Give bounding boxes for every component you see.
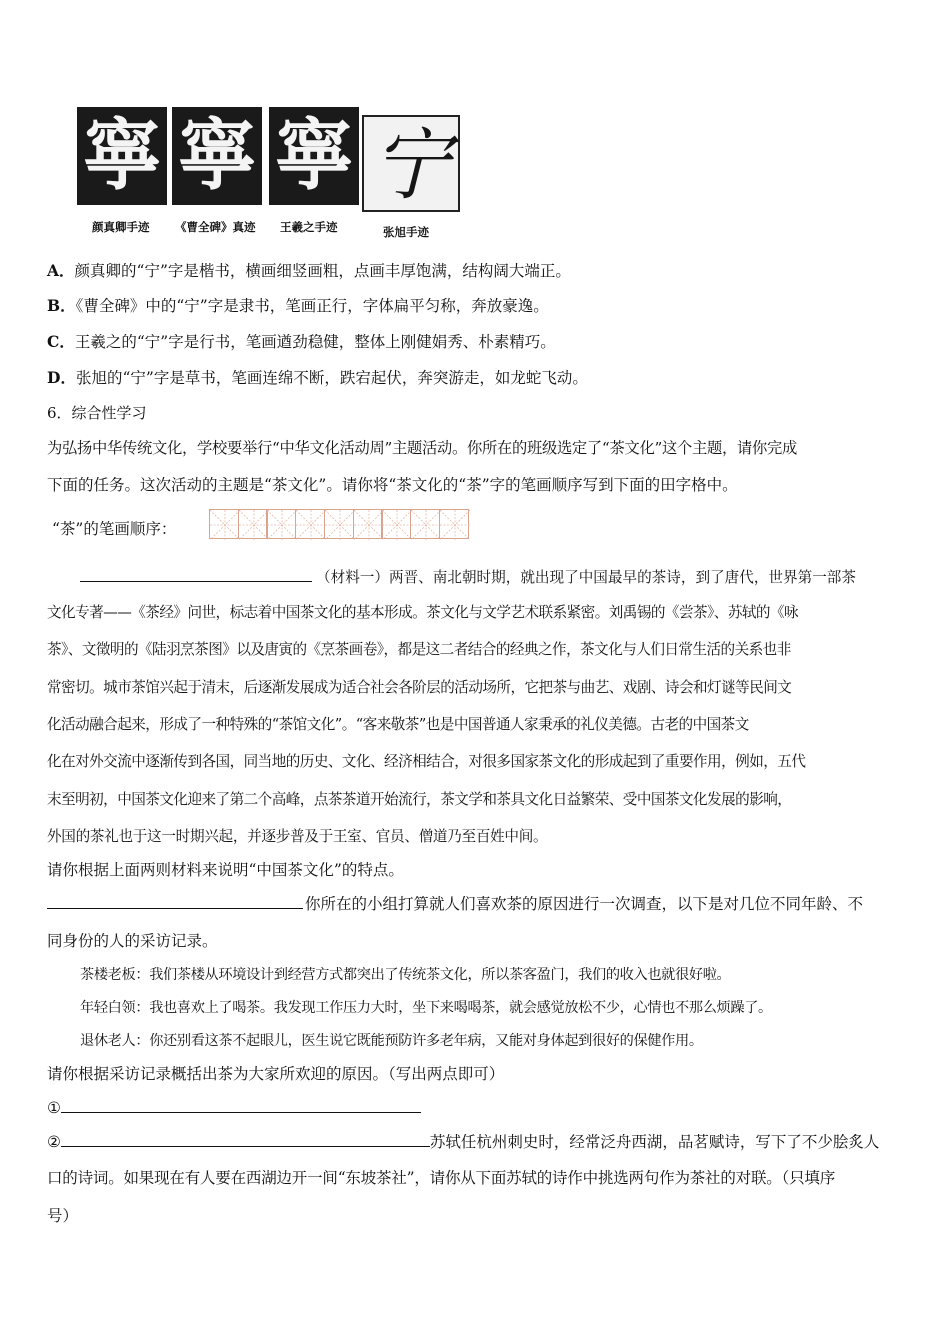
option-b: B．《曹全碑》中的“宁”字是隶书，笔画正行，字体扁平匀称，奔放豪逸。 [47,296,549,315]
survey-first-line [47,894,863,914]
tian-grid-cell[interactable] [353,509,383,539]
answer-blank[interactable] [61,1132,430,1147]
tian-grid-cell[interactable] [410,509,440,539]
option-text: 颜真卿的“宁”字是楷书，横画细竖画粗，点画丰厚饱满，结构阔大端正。 [74,262,571,280]
answer-blank[interactable] [80,567,312,582]
survey-second-line: 同身份的人的采访记录。 [47,932,218,950]
q6-intro-line: 为弘扬中华传统文化，学校要举行“中华文化活动周”主题活动。你所在的班级选定了“茶文化”这个主题，请你完成 [47,439,797,457]
answer-blank[interactable] [61,1098,421,1113]
answer-1 [47,1098,421,1118]
survey-text: 你所在的小组打算就人们喜欢茶的原因进行一次调查，以下是对几位不同年龄、不 [305,895,864,913]
su-text: 苏轼任杭州刺史时，经常泛舟西湖，品茗赋诗，写下了不少脍炙人 [429,1133,880,1151]
caption-zhang: 张旭手迹 [383,225,429,239]
material-line: 化活动融合起来，形成了一种特殊的“茶馆文化”。“客来敬茶”也是中国普通人家秉承的礼仪美德。古老的中国茶文 [47,716,749,733]
calligraphy-char: 寧 [274,110,353,201]
option-letter: D [47,368,61,387]
interview-retiree: 退休老人：你还别看这茶不起眼儿，医生说它既能预防许多老年病，又能对身体起到很好的保健作用。 [80,1033,703,1049]
material-text: （材料一）两晋、南北朝时期，就出现了中国最早的茶诗，到了唐代，世界第一部茶 [316,569,856,586]
tian-grid-cell[interactable] [439,509,469,539]
calligraphy-char: 寧 [177,110,256,201]
ask-1: 请你根据上面两则材料来说明“中国茶文化”的特点。 [47,861,404,879]
option-text: 王羲之的“宁”字是行书，笔画遒劲稳健，整体上刚健娟秀、朴素精巧。 [74,333,556,351]
tian-grid-cell[interactable] [266,509,296,539]
tian-grid[interactable] [209,509,469,539]
answer-marker: ② [47,1133,61,1151]
answer-blank[interactable] [47,894,303,909]
calligraphy-wang-xizhi [269,107,359,205]
material-first-line [80,567,856,588]
material-line: 文化专著——《茶经》问世，标志着中国茶文化的基本形成。茶文化与文学艺术联系紧密。刘禹锡的《尝茶》、苏轼的《咏 [47,604,799,621]
calligraphy-char: 宁 [371,121,450,211]
interview-young-worker: 年轻白领：我也喜欢上了喝茶。我发现工作压力大时，坐下来喝喝茶，就会感觉放松不少，心情也不那么烦躁了。 [80,1000,772,1016]
q6-intro-line: 下面的任务。这次活动的主题是“茶文化”。请你将“茶文化的“茶”字的笔画顺序写到下面的田字格中。 [47,476,738,494]
interview-teahouse-owner: 茶楼老板：我们茶楼从环境设计到经营方式都突出了传统茶文化，所以茶客盈门，我们的收入也就很好啦。 [80,967,731,983]
option-d: D．张旭的“宁”字是草书，笔画连绵不断，跌宕起伏，奔突游走，如龙蛇飞动。 [47,368,588,387]
su-line: 号） [47,1207,79,1225]
question-6-heading: 6．综合性学习 [47,404,147,422]
tian-grid-cell[interactable] [295,509,325,539]
option-letter: C [47,332,60,351]
material-line: 外国的茶礼也于这一时期兴起，并逐步普及于王室、官员、僧道乃至百姓中间。 [47,828,548,845]
material-line: 末至明初，中国茶文化迎来了第二个高峰，点茶茶道开始流行，茶文学和茶具文化日益繁荣、受中国茶文化发展的影响， [47,791,792,808]
option-letter: A [47,261,60,280]
caption-cao: 《曹全碑》真迹 [175,220,256,234]
material-line: 常密切。城市茶馆兴起于清末，后逐渐发展成为适合社会各阶层的活动场所，它把茶与曲艺、戏剧、诗会和灯谜等民间文 [47,679,792,696]
option-text: 《曹全碑》中的“宁”字是隶书，笔画正行，字体扁平匀称，奔放豪逸。 [75,297,549,315]
material-line: 化在对外交流中逐渐传到各国，同当地的历史、文化、经济相结合，对很多国家茶文化的形成起到了重要作用，例如，五代 [47,753,806,770]
option-letter: B [47,296,61,315]
caption-wang: 王羲之手迹 [280,220,338,234]
option-a: A．颜真卿的“宁”字是楷书，横画细竖画粗，点画丰厚饱满，结构阔大端正。 [47,261,571,280]
ask-2: 请你根据采访记录概括出茶为大家所欢迎的原因。（写出两点即可） [47,1065,505,1083]
tian-grid-cell[interactable] [324,509,354,539]
tian-grid-cell[interactable] [209,509,239,539]
material-line: 茶》、文徵明的《陆羽烹茶图》以及唐寅的《烹茶画卷》，都是这二者结合的经典之作，茶文化与人们日常生活的关系也非 [47,641,791,658]
option-text: 张旭的“宁”字是草书，笔画连绵不断，跌宕起伏，奔突游走，如龙蛇飞动。 [75,369,588,387]
su-line: 口的诗词。如果现在有人要在西湖边开一间“东坡茶社”，请你从下面苏轼的诗作中挑选两句作为茶社的对联。（只填序 [47,1169,836,1187]
calligraphy-yan-zhenqing [77,107,167,205]
caption-yan: 颜真卿手迹 [92,220,150,234]
answer-2 [47,1132,879,1152]
option-c: C．王羲之的“宁”字是行书，笔画遒劲稳健，整体上刚健娟秀、朴素精巧。 [47,332,556,351]
tian-grid-cell[interactable] [238,509,268,539]
calligraphy-cao-quan-bei [172,107,262,205]
calligraphy-zhang-xu [362,115,460,212]
calligraphy-char: 寧 [82,110,161,201]
tian-grid-cell[interactable] [381,509,411,539]
answer-marker: ① [47,1099,61,1117]
grid-label: “茶”的笔画顺序： [52,520,177,538]
